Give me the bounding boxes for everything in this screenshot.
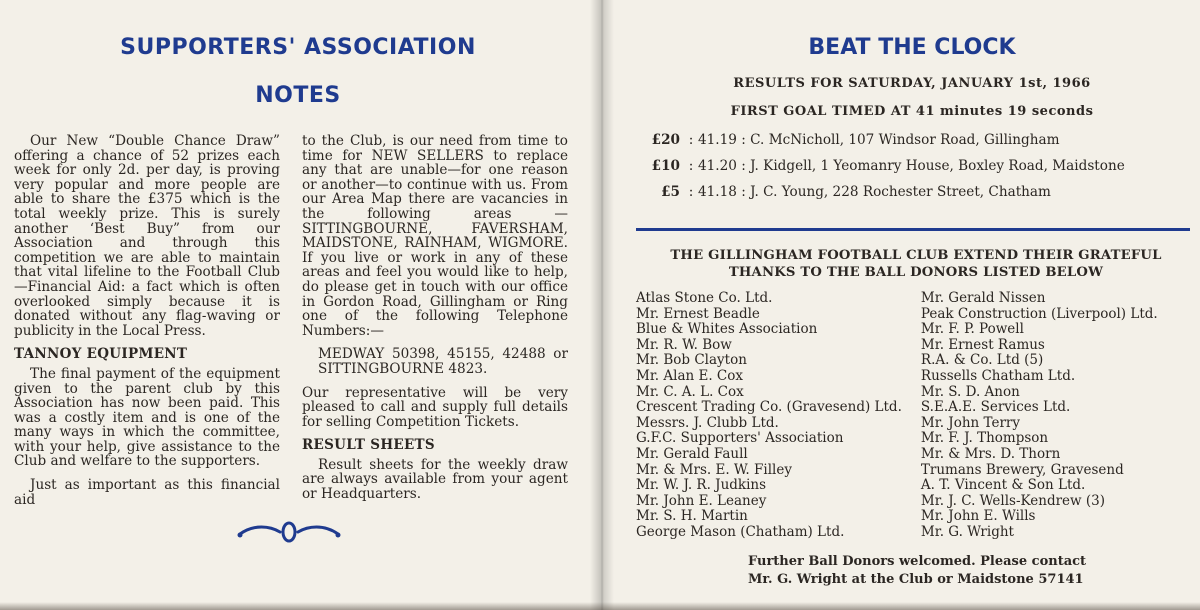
donor-item: Atlas Stone Co. Ltd. <box>636 290 773 306</box>
donor-item: S.E.A.E. Services Ltd. <box>920 399 1071 416</box>
donor-item: Mr. Alan E. Cox <box>636 367 743 384</box>
donor-lists <box>636 291 1188 541</box>
results-heading: RESULTS FOR SATURDAY, JANUARY 1st, 1966 <box>733 76 1091 91</box>
thanks-heading <box>636 247 1196 281</box>
representative-paragraph: Our representative will be very pleased to call and supply full details for selling Competition Tickets. <box>302 384 568 430</box>
left-title-line2: NOTES <box>255 83 341 108</box>
donor-item: Mr. John E. Wills <box>920 508 1036 525</box>
financial-aid-paragraph: Just as important as this financial aid <box>14 477 280 508</box>
left-column-2 <box>302 134 568 516</box>
donor-item: Mr. Gerald Faull <box>636 445 748 462</box>
prize-list <box>636 132 1188 200</box>
donor-item: Mr. C. A. L. Cox <box>636 383 744 400</box>
donor-item: R.A. & Co. Ltd (5) <box>920 352 1044 369</box>
left-columns <box>14 134 582 516</box>
result-sheets-paragraph: Result sheets for the weekly draw are always available from your agent or Headquarters. <box>302 456 568 503</box>
footer-line-1: Further Ball Donors welcomed. Please contact <box>748 553 1087 569</box>
prize-row <box>636 184 1188 200</box>
donor-item: Mr. John E. Leaney <box>636 492 767 509</box>
thanks-line-1: THE GILLINGHAM FOOTBALL CLUB EXTEND THEIR GRATEFUL <box>670 248 1162 263</box>
prize-detail: 41.19 : C. McNicholl, 107 Windsor Road, Gillingham <box>698 132 1060 148</box>
new-sellers-paragraph: to the Club, is our need from time to time for NEW SELLERS to replace any that are unable—for one reason or another—to continue with us. From our Area Map there are vacancies in the following areas — SITTINGBOURNE, FAVERSHAM, MAIDSTONE, RAINHAM, WIGMORE. If you live or work in any of these areas and feel you would like to help, do please get in touch with our office in Gordon Road, Gillingham or Ring one of the following Telephone Numbers:— <box>302 133 568 339</box>
left-column-1 <box>14 134 280 516</box>
result-sheets-heading: RESULT SHEETS <box>302 437 435 454</box>
prize-separator: : <box>688 132 694 148</box>
prize-amount: £20 <box>651 132 680 148</box>
donor-item: Crescent Trading Co. (Gravesend) Ltd. <box>636 399 902 416</box>
donor-item: Mr. W. J. R. Judkins <box>636 477 767 494</box>
prize-detail: 41.20 : J. Kidgell, 1 Yeomanry House, Boxley Road, Maidstone <box>698 158 1125 174</box>
donor-item: Mr. S. D. Anon <box>920 383 1020 400</box>
first-goal-line: FIRST GOAL TIMED AT 41 minutes 19 seconds <box>730 104 1094 119</box>
prize-amount: £5 <box>661 184 680 200</box>
donor-item: Trumans Brewery, Gravesend <box>920 461 1124 478</box>
donor-column-1 <box>636 291 921 541</box>
donor-item: A. T. Vincent & Son Ltd. <box>920 477 1086 494</box>
donor-item: Messrs. J. Clubb Ltd. <box>636 414 779 431</box>
prize-amount: £10 <box>651 158 680 174</box>
donor-item: Mr. John Terry <box>920 414 1020 431</box>
donor-item: Mr. G. Wright <box>920 523 1014 540</box>
right-page <box>602 0 1200 610</box>
donor-item: Mr. Ernest Ramus <box>920 336 1045 353</box>
donor-item: G.F.C. Supporters' Association <box>636 430 844 447</box>
beat-the-clock-title: BEAT THE CLOCK <box>808 35 1016 60</box>
donor-item: Mr. & Mrs. E. W. Filley <box>636 461 792 478</box>
donor-item: Mr. Gerald Nissen <box>920 290 1046 306</box>
donor-item: George Mason (Chatham) Ltd. <box>636 523 845 540</box>
footer-line-2: Mr. G. Wright at the Club or Maidstone 57141 <box>748 571 1084 587</box>
double-chance-paragraph: Our New “Double Chance Draw” offering a chance of 52 prizes each week for only 2d. per day, is proving very popular and more people are able to share the £375 which is the total weekly prize. This is surely another ‘Best Buy” from our Association and through this competition we are able to maintain that vital lifeline to the Football Club—Financial Aid: a fact which is often overlooked simply because it is donated without any flag-waving or publicity in the Local Press. <box>14 133 280 339</box>
further-donors-note <box>636 553 1188 589</box>
donor-column-2 <box>921 291 1188 541</box>
left-title-line1: SUPPORTERS' ASSOCIATION <box>120 35 476 60</box>
donor-item: Peak Construction (Liverpool) Ltd. <box>920 305 1158 322</box>
prize-separator: : <box>688 158 694 174</box>
donor-item: Blue & Whites Association <box>636 321 818 338</box>
prize-row <box>636 132 1188 148</box>
prize-detail: 41.18 : J. C. Young, 228 Rochester Street, Chatham <box>698 184 1051 200</box>
donor-item: Mr. & Mrs. D. Thorn <box>920 445 1061 462</box>
donor-item: Mr. J. C. Wells-Kendrew (3) <box>920 492 1106 509</box>
tannoy-paragraph: The final payment of the equipment given to the parent club by this Association has now been paid. This was a costly item and is one of the many ways in which the committee, with your help, give assistance to the Club and welfare to the supporters. <box>14 365 280 470</box>
donor-item: Mr. F. J. Thompson <box>920 430 1049 447</box>
donor-item: Mr. F. P. Powell <box>920 321 1024 338</box>
divider-rule <box>636 228 1190 231</box>
donor-item: Mr. Bob Clayton <box>636 352 747 369</box>
donor-item: Mr. S. H. Martin <box>636 508 748 525</box>
prize-separator: : <box>688 184 694 200</box>
ornament-icon <box>234 520 344 544</box>
prize-row <box>636 158 1188 174</box>
thanks-line-2: THANKS TO THE BALL DONORS LISTED BELOW <box>728 265 1104 280</box>
donor-item: Mr. Ernest Beadle <box>636 305 760 322</box>
page-bottom-edge <box>0 602 1200 610</box>
donor-item: Russells Chatham Ltd. <box>920 367 1076 384</box>
phone-numbers: MEDWAY 50398, 45155, 42488 or SITTINGBOURNE 4823. <box>318 346 568 377</box>
donor-item: Mr. R. W. Bow <box>636 336 732 353</box>
tannoy-heading: TANNOY EQUIPMENT <box>14 346 188 363</box>
